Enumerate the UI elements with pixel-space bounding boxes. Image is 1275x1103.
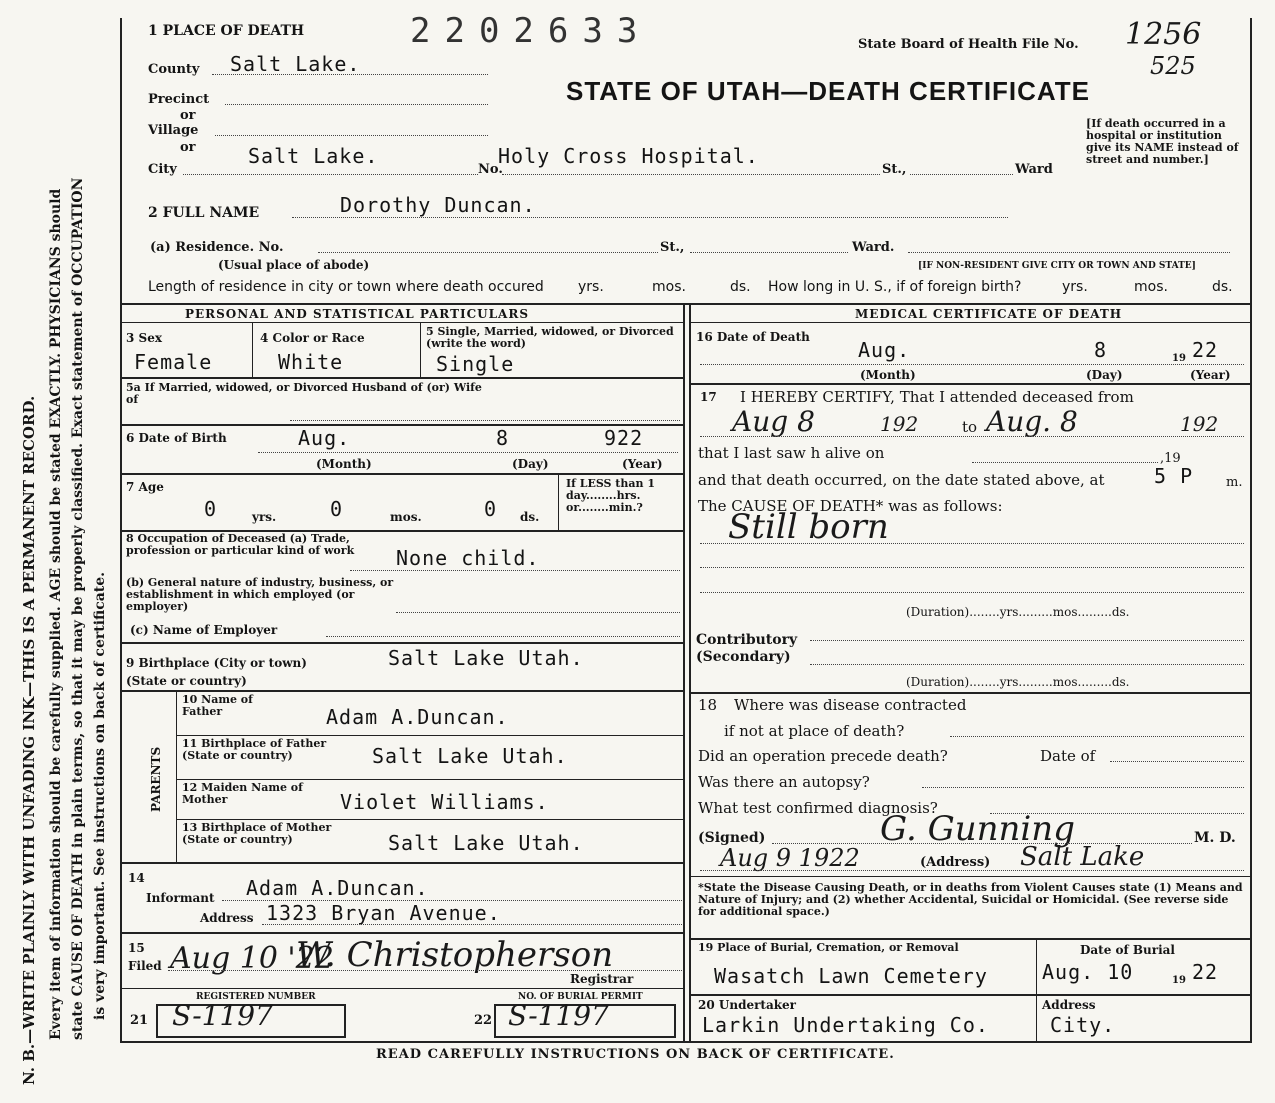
age-ds-caption: ds. (520, 510, 540, 524)
date-of-death-label: 16 Date of Death (696, 330, 810, 344)
cause-footnote: *State the Disease Causing Death, or in deaths from Violent Causes state (1) Means and Nature of Injury; and (2) whether Accidental, Suicidal or Homicidal. (See reverse side for additional space.) (698, 881, 1243, 918)
autopsy-label: Was there an autopsy? (698, 773, 870, 791)
dob-year: 922 (604, 426, 644, 450)
certify-statement: I HEREBY CERTIFY, That I attended deceased from (740, 388, 1134, 406)
secondary-label: (Secondary) (696, 649, 791, 665)
registered-number-label: REGISTERED NUMBER (196, 992, 316, 1002)
attended-to-year: 192 (1180, 412, 1219, 436)
father-birthplace-value: Salt Lake Utah. (372, 744, 568, 768)
mother-birthplace-value: Salt Lake Utah. (388, 831, 584, 855)
registrar-signature: W. Christopherson (296, 935, 614, 975)
cause-of-death-label: The CAUSE OF DEATH* was as follows: (698, 497, 1003, 515)
filed-label: Filed (128, 959, 162, 973)
undertaker-address-value: City. (1050, 1013, 1116, 1037)
or-label-1: or (180, 108, 196, 123)
informant-address-label: Address (200, 911, 254, 925)
file-number-label: State Board of Health File No. (858, 37, 1079, 52)
operation-label: Did an operation precede death? (698, 747, 948, 765)
attended-from-year: 192 (880, 412, 919, 436)
attended-to-label: to (962, 418, 978, 436)
length-ds: ds. (730, 279, 751, 295)
informant-label: Informant (146, 891, 215, 905)
father-name-label: 10 Name of Father (182, 693, 253, 718)
stamp-number: 2202633 (410, 11, 652, 51)
birthplace-label: 9 Birthplace (City or town) (126, 656, 307, 670)
death-occurred-label: and that death occurred, on the date stated above, at (698, 471, 1105, 489)
age-days: 0 (484, 497, 498, 521)
undertaker-label: 20 Undertaker (698, 998, 797, 1012)
dob-year-caption: (Year) (622, 457, 663, 471)
county-label: County (148, 62, 200, 77)
certificate-title: STATE OF UTAH—DEATH CERTIFICATE (566, 76, 1090, 106)
margin-instruction-4: is very important. See instructions on back of certificate. (92, 571, 108, 1020)
residence-street-label: St., (660, 240, 685, 255)
dod-day: 8 (1094, 338, 1108, 362)
operation-date-label: Date of (1040, 747, 1096, 765)
mother-birthplace-label: 13 Birthplace of Mother (State or country) (182, 821, 332, 846)
time-meridian: m. (1226, 475, 1243, 490)
age-mos-caption: mos. (390, 510, 422, 524)
less-than-day-label: If LESS than 1 day........hrs. or........min.? (566, 477, 655, 514)
father-name-value: Adam A.Duncan. (326, 705, 509, 729)
occupation-label: 8 Occupation of Deceased (a) Trade, profession or particular kind of work (126, 532, 355, 557)
or-label-2: or (180, 140, 196, 155)
burial-place-label: 19 Place of Burial, Cremation, or Removal (698, 941, 959, 954)
informant-number: 14 (128, 871, 145, 885)
column-divider (683, 303, 685, 1041)
not-place-label: if not at place of death? (724, 722, 905, 740)
color-race-value: White (278, 350, 344, 374)
mother-name-label: 12 Maiden Name of Mother (182, 781, 303, 806)
age-years: 0 (204, 497, 218, 521)
age-months: 0 (330, 497, 344, 521)
dod-year-caption: (Year) (1190, 368, 1231, 382)
precinct-label: Precinct (148, 92, 210, 107)
dod-year-prefix: 19 (1172, 353, 1186, 364)
place-of-death-heading: 1 PLACE OF DEATH (148, 23, 305, 39)
dod-month: Aug. (858, 338, 911, 362)
us-ds: ds. (1212, 279, 1233, 295)
last-saw-year: ,19 (1160, 451, 1181, 466)
street-no-label: No. (478, 162, 503, 177)
dob-month-caption: (Month) (316, 457, 372, 471)
diagnosis-test-label: What test confirmed diagnosis? (698, 799, 938, 817)
physician-signature: G. Gunning (880, 809, 1075, 849)
age-label: 7 Age (126, 480, 164, 494)
length-mos: mos. (652, 279, 686, 295)
burial-year-prefix: 19 (1172, 975, 1186, 986)
how-long-us-label: How long in U. S., if of foreign birth? (768, 279, 1022, 295)
filed-number: 15 (128, 941, 145, 955)
filed-date: Aug 10 '22 (170, 941, 334, 976)
occupation-value: None child. (396, 546, 540, 570)
usual-abode-note: (Usual place of abode) (218, 258, 370, 272)
undertaker-address-label: Address (1042, 998, 1096, 1012)
sex-value: Female (134, 350, 213, 374)
birthplace-sub-label: (State or country) (126, 674, 247, 688)
burial-date-value: Aug. 10 (1042, 960, 1134, 984)
dob-day: 8 (496, 426, 510, 450)
md-label: M. D. (1194, 830, 1236, 846)
where-contracted-label: Where was disease contracted (734, 696, 967, 714)
dob-label: 6 Date of Birth (126, 431, 227, 445)
us-mos: mos. (1134, 279, 1168, 295)
dod-month-caption: (Month) (860, 368, 916, 382)
city-value: Salt Lake. (248, 144, 379, 168)
age-yrs-caption: yrs. (252, 510, 277, 524)
village-label: Village (148, 123, 199, 138)
margin-instruction-3: state CAUSE OF DEATH in plain terms, so that it may be properly classified. Exact statement of OCCUPATION (70, 177, 86, 1040)
residence-label: (a) Residence. No. (150, 240, 284, 255)
sex-label: 3 Sex (126, 331, 162, 345)
birthplace-value: Salt Lake Utah. (388, 646, 584, 670)
physician-address-label: (Address) (920, 855, 991, 870)
street-label: St., (882, 162, 907, 177)
reg-item-22: 22 (474, 1013, 493, 1028)
frame-right (1250, 18, 1252, 1043)
dob-day-caption: (Day) (512, 457, 549, 471)
non-resident-note: [IF NON-RESIDENT GIVE CITY OR TOWN AND STATE] (918, 261, 1196, 271)
hospital-note: [If death occurred in a hospital or institution give its NAME instead of street and number.] (1086, 117, 1239, 166)
residence-ward-label: Ward. (852, 240, 895, 255)
county-value: Salt Lake. (230, 52, 361, 76)
us-yrs: yrs. (1062, 279, 1088, 295)
frame-bottom (120, 1041, 1252, 1043)
physician-address: Salt Lake (1020, 842, 1145, 872)
margin-instruction-1: N. B.—WRITE PLAINLY WITH UNFADING INK—THIS IS A PERMANENT RECORD. (20, 395, 38, 1085)
burial-year-value: 22 (1192, 960, 1219, 984)
length-residence-label: Length of residence in city or town where death occured (148, 279, 544, 295)
last-saw-label: that I last saw h alive on (698, 444, 885, 462)
father-birthplace-label: 11 Birthplace of Father (State or country) (182, 737, 327, 762)
duration-secondary: (Duration)........yrs.........mos.........ds. (906, 675, 1130, 689)
time-of-death: 5 P (1154, 464, 1194, 488)
attended-from-date: Aug 8 (732, 405, 815, 438)
reg-item-21: 21 (130, 1013, 149, 1028)
occupation-industry-label: (b) General nature of industry, business, or establishment in which employed (or employer) (126, 576, 394, 613)
file-number: 1256 (1125, 17, 1202, 52)
burial-date-label: Date of Burial (1080, 943, 1175, 957)
dob-month: Aug. (298, 426, 351, 450)
informant-value: Adam A.Duncan. (246, 876, 429, 900)
cause-of-death-value: Still born (728, 507, 889, 547)
burial-permit-value: S-1197 (508, 999, 609, 1032)
marital-label: 5 Single, Married, widowed, or Divorced (write the word) (426, 325, 674, 350)
burial-place-value: Wasatch Lawn Cemetery (714, 964, 988, 988)
personal-heading: PERSONAL AND STATISTICAL PARTICULARS (185, 307, 530, 321)
file-number-2: 525 (1150, 52, 1196, 80)
full-name-value: Dorothy Duncan. (340, 193, 536, 217)
color-race-label: 4 Color or Race (260, 331, 365, 345)
registered-number-value: S-1197 (172, 999, 273, 1032)
signature-date: Aug 9 1922 (720, 844, 860, 872)
medical-heading: MEDICAL CERTIFICATE OF DEATH (855, 307, 1123, 321)
item-18-number: 18 (698, 696, 718, 714)
dod-day-caption: (Day) (1086, 368, 1123, 382)
mother-name-value: Violet Williams. (340, 790, 549, 814)
attended-to-date: Aug. 8 (986, 405, 1078, 438)
registrar-label: Registrar (570, 972, 634, 986)
spouse-label: 5a If Married, widowed, or Divorced Husband of (or) Wife of (126, 381, 482, 406)
footer-instructions: READ CAREFULLY INSTRUCTIONS ON BACK OF CERTIFICATE. (376, 1047, 895, 1062)
employer-label: (c) Name of Employer (130, 623, 278, 637)
full-name-label: 2 FULL NAME (148, 205, 260, 221)
certify-number: 17 (700, 390, 717, 404)
undertaker-value: Larkin Undertaking Co. (702, 1013, 989, 1037)
street-no-value: Holy Cross Hospital. (498, 144, 759, 168)
dod-year: 22 (1192, 338, 1219, 362)
length-yrs: yrs. (578, 279, 604, 295)
signed-label: (Signed) (698, 830, 766, 846)
contributory-label: Contributory (696, 632, 798, 648)
city-label: City (148, 162, 177, 177)
marital-value: Single (436, 352, 515, 376)
margin-instruction-2: Every item of information should be carefully supplied. AGE should be stated EXACTLY. PHYSICIANS should (48, 188, 64, 1040)
burial-permit-label: NO. OF BURIAL PERMIT (518, 992, 643, 1002)
ward-label: Ward (1015, 162, 1053, 177)
parents-label: PARENTS (149, 746, 163, 812)
duration-primary: (Duration)........yrs.........mos.........ds. (906, 605, 1130, 619)
informant-address-value: 1323 Bryan Avenue. (266, 901, 501, 925)
